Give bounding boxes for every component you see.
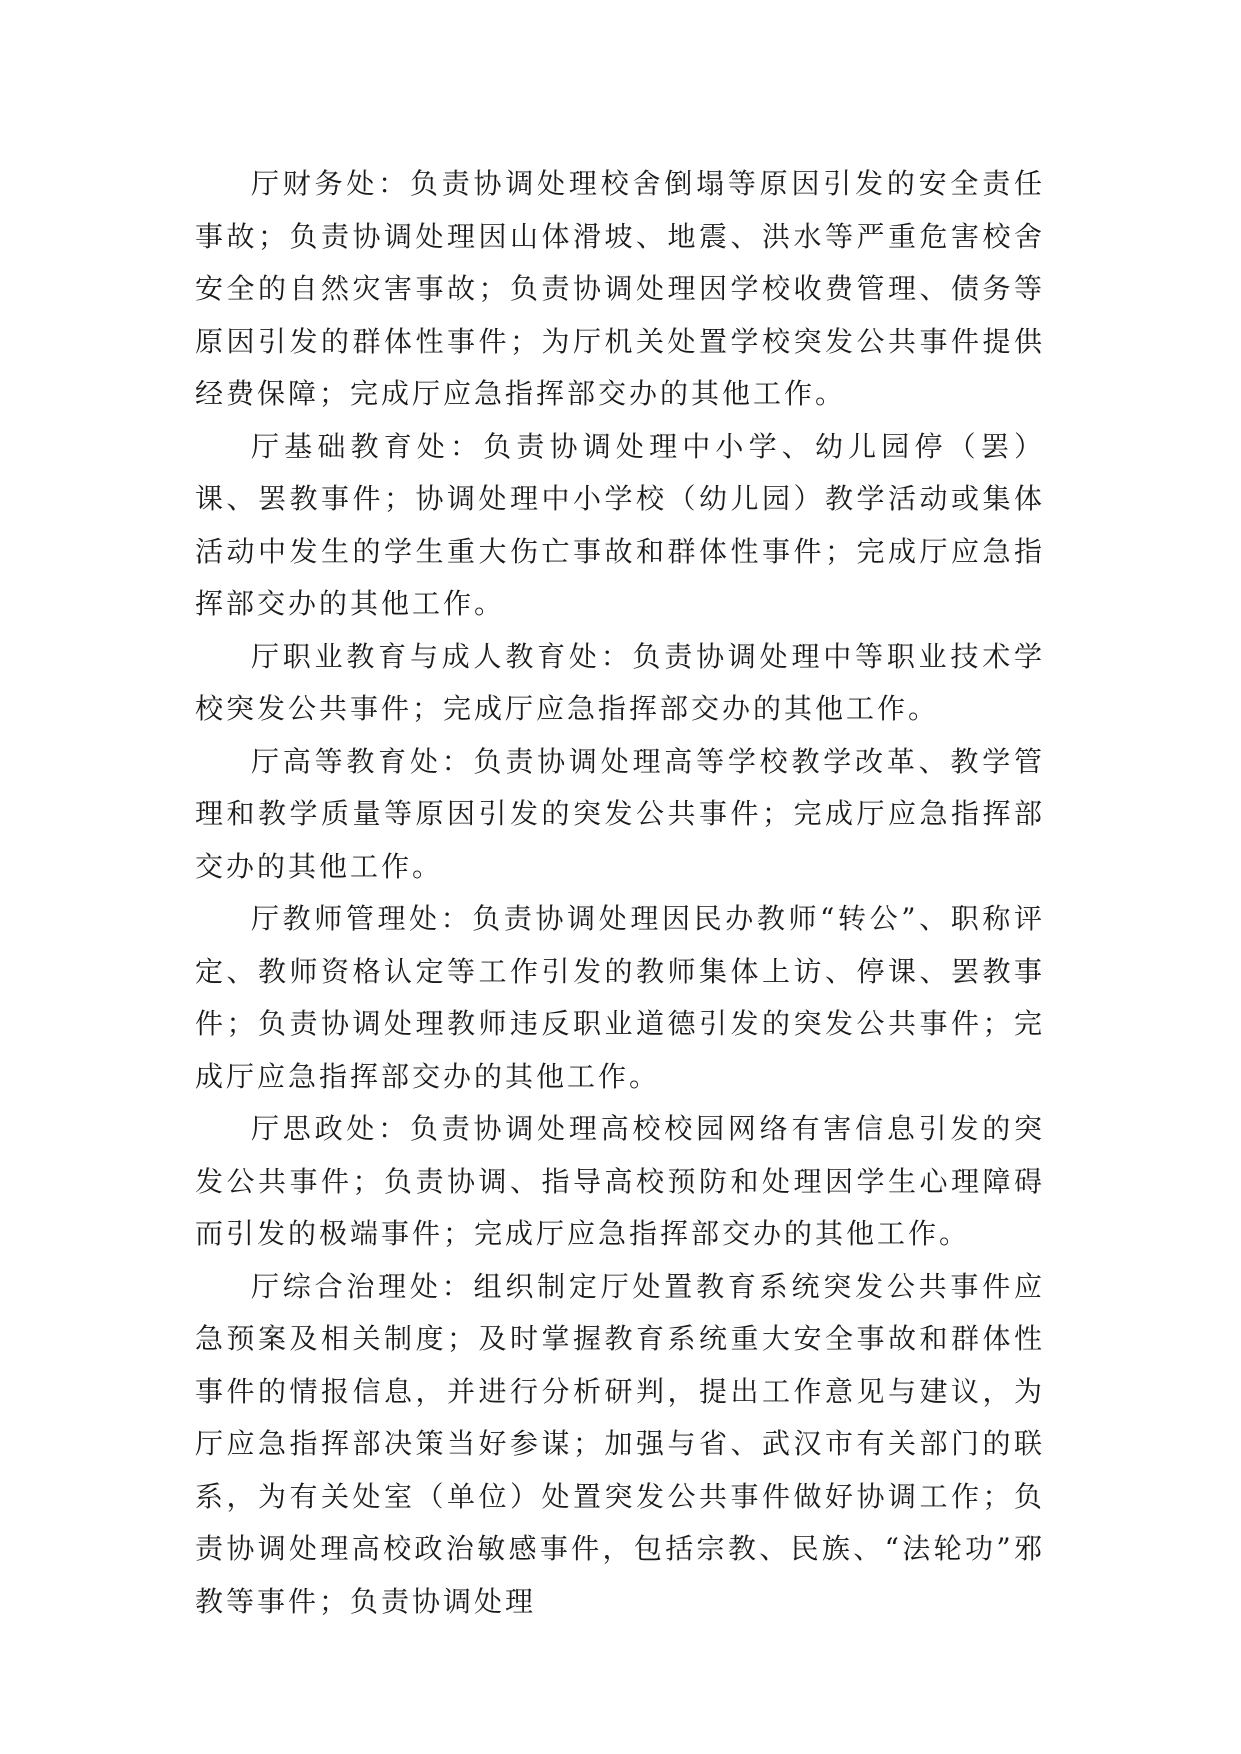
paragraph-finance-office: 厅财务处：负责协调处理校舍倒塌等原因引发的安全责任事故；负责协调处理因山体滑坡、地震、洪水等严重危害校舍安全的自然灾害事故；负责协调处理因学校收费管理、债务等原因引发的群体性事件；为厅机关处置学校突发公共事件提供经费保障；完成厅应急指挥部交办的其他工作。 — [195, 167, 1045, 410]
paragraph-higher-education-office: 厅高等教育处：负责协调处理高等学校教学改革、教学管理和教学质量等原因引发的突发公共事件；完成厅应急指挥部交办的其他工作。 — [195, 744, 1045, 883]
document-body — [195, 158, 1045, 1628]
paragraph-ideological-political-office: 厅思政处：负责协调处理高校校园网络有害信息引发的突发公共事件；负责协调、指导高校预防和处理因学生心理障碍而引发的极端事件；完成厅应急指挥部交办的其他工作。 — [195, 1112, 1045, 1250]
paragraph-vocational-education-office: 厅职业教育与成人教育处：负责协调处理中等职业技术学校突发公共事件；完成厅应急指挥部交办的其他工作。 — [195, 639, 1045, 725]
paragraph-basic-education-office: 厅基础教育处：负责协调处理中小学、幼儿园停（罢）课、罢教事件；协调处理中小学校（幼儿园）教学活动或集体活动中发生的学生重大伤亡事故和群体性事件；完成厅应急指挥部交办的其他工作。 — [195, 429, 1045, 620]
paragraph-teacher-management-office: 厅教师管理处：负责协调处理因民办教师“转公”、职称评定、教师资格认定等工作引发的教师集体上访、停课、罢教事件；负责协调处理教师违反职业道德引发的突发公共事件；完成厅应急指挥部交办的其他工作。 — [195, 902, 1045, 1093]
paragraph-comprehensive-governance-office: 厅综合治理处：组织制定厅处置教育系统突发公共事件应急预案及相关制度；及时掌握教育系统重大安全事故和群体性事件的情报信息，并进行分析研判，提出工作意见与建议，为厅应急指挥部决策当好参谋；加强与省、武汉市有关部门的联系，为有关处室（单位）处置突发公共事件做好协调工作；负责协调处理高校政治敏感事件，包括宗教、民族、“法轮功”邪教等事件；负责协调处理 — [195, 1269, 1045, 1618]
